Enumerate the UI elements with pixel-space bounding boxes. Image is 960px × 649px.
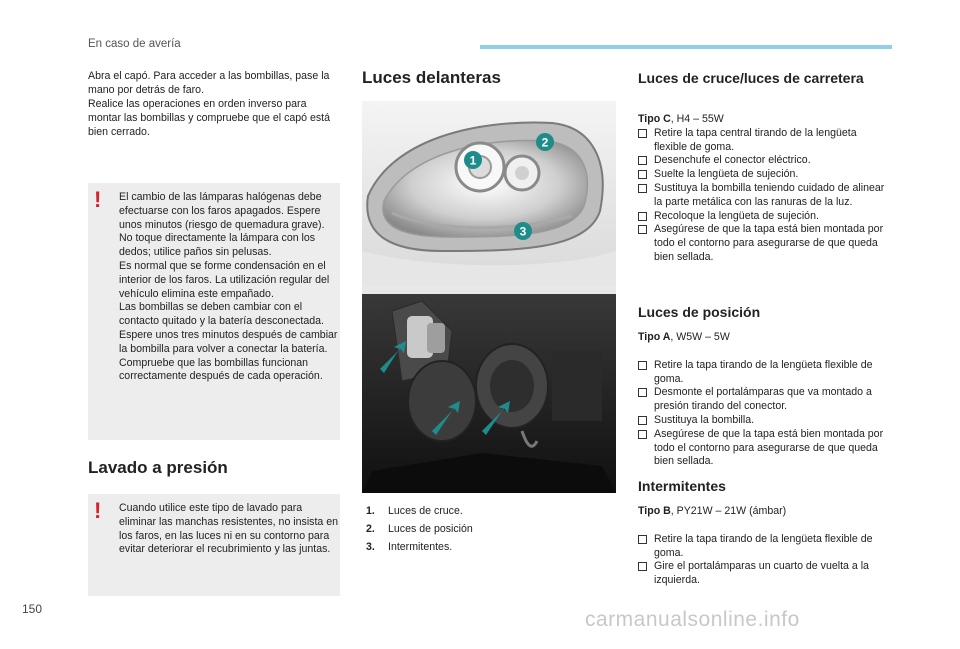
step-item: Sustituya la bombilla teniendo cuidado de alinear la parte metálica con las ranuras de la luz. xyxy=(638,182,890,210)
page-number: 150 xyxy=(22,602,43,616)
bulb-type-label: Tipo B xyxy=(638,505,671,517)
callout-legend xyxy=(366,505,473,559)
step-item: Gire el portalámparas un cuarto de vuelta a la izquierda. xyxy=(638,560,890,588)
callout-3 xyxy=(514,222,532,240)
pressure-wash-title: Lavado a presión xyxy=(88,458,228,477)
legend-item xyxy=(366,523,473,541)
svg-text:2: 2 xyxy=(541,135,549,150)
step-item: Retire la tapa tirando de la lengüeta flexible de goma. xyxy=(638,533,890,561)
step-item: Desmonte el portalámparas que va montado a presión tirando del conector. xyxy=(638,386,890,414)
checkbox-icon xyxy=(638,129,647,138)
position-lights-title: Luces de posición xyxy=(638,304,761,320)
dipped-beam-title: Luces de cruce/luces de carretera xyxy=(638,70,864,86)
legend-label: Luces de cruce. xyxy=(388,505,463,517)
warning-text: El cambio de las lámparas halógenas debe efectuarse con los faros apagados. Espere unos minutos (riesgo de quemadura grave). No toque directamente la lámpara con los dedos; utilice paños sin pelusas. Es normal que se forme condensación en el interior de los faros. La utilización regular del vehículo elimina este empañado. Las bombillas se deben cambiar con el contacto quitado y la batería desconectada. Espere unos tres minutos después de cambiar la bombilla para volver a conectar la batería. Compruebe que las bombillas funcionan correctamente después de cada operación. xyxy=(119,191,338,383)
front-lights-title: Luces delanteras xyxy=(362,68,501,87)
step-item: Asegúrese de que la tapa está bien montada por todo el contorno para asegurarse de que queda bien sellada. xyxy=(638,223,890,264)
checkbox-icon xyxy=(638,388,647,397)
legend-label: Intermitentes. xyxy=(388,541,453,553)
bulb-type-label: Tipo A xyxy=(638,331,671,343)
svg-text:3: 3 xyxy=(519,224,527,239)
bulb-type-value: , H4 – 55W xyxy=(670,113,724,125)
bulb-type xyxy=(638,505,890,519)
bulb-type-value: , W5W – 5W xyxy=(670,331,730,343)
bulb-type xyxy=(638,113,890,127)
checkbox-icon xyxy=(638,361,647,370)
indicators-title: Intermitentes xyxy=(638,478,726,494)
bulb-type xyxy=(638,331,890,345)
checkbox-icon xyxy=(638,562,647,571)
intro-text: Abra el capó. Para acceder a las bombillas, pase la mano por detrás de faro. Realice las operaciones en orden inverso para montar las bombillas y compruebe que el capó está bien cerrado. xyxy=(88,70,331,138)
legend-number: 2. xyxy=(366,523,375,535)
step-item: Retire la tapa central tirando de la lengüeta flexible de goma. xyxy=(638,127,890,155)
step-item: Recoloque la lengüeta de sujeción. xyxy=(638,210,890,224)
svg-text:1: 1 xyxy=(469,153,477,168)
warning-box-pressure-wash xyxy=(88,494,340,596)
step-item: Sustituya la bombilla. xyxy=(638,414,890,428)
warning-box-lamps xyxy=(88,183,340,440)
checkbox-icon xyxy=(638,225,647,234)
step-item: Retire la tapa tirando de la lengüeta flexible de goma. xyxy=(638,359,890,387)
callout-2 xyxy=(536,133,554,151)
checkbox-icon xyxy=(638,535,647,544)
headlight-illustration xyxy=(362,101,616,493)
checkbox-icon xyxy=(638,212,647,221)
indicators-section xyxy=(638,505,890,588)
callout-1 xyxy=(464,151,482,169)
checkbox-icon xyxy=(638,170,647,179)
legend-number: 1. xyxy=(366,505,375,517)
checkbox-icon xyxy=(638,156,647,165)
bulb-type-label: Tipo C xyxy=(638,113,671,125)
checkbox-icon xyxy=(638,416,647,425)
warning-icon: ! xyxy=(94,498,102,523)
warning-icon: ! xyxy=(94,187,102,212)
header-accent-bar xyxy=(480,45,892,49)
dipped-beam-section xyxy=(638,113,890,265)
legend-item xyxy=(366,541,473,559)
checkbox-icon xyxy=(638,430,647,439)
section-header: En caso de avería xyxy=(88,38,181,50)
legend-label: Luces de posición xyxy=(388,523,473,535)
step-item: Suelte la lengüeta de sujeción. xyxy=(638,168,890,182)
legend-item xyxy=(366,505,473,523)
step-item: Desenchufe el conector eléctrico. xyxy=(638,154,890,168)
checkbox-icon xyxy=(638,184,647,193)
bulb-type-value: , PY21W – 21W (ámbar) xyxy=(670,505,787,517)
position-lights-section xyxy=(638,331,890,469)
warning-text: Cuando utilice este tipo de lavado para eliminar las manchas resistentes, no insista en los faros, en las luces ni en su contorno para evitar deteriorar el recubrimiento y las juntas. xyxy=(119,502,339,556)
step-item: Asegúrese de que la tapa está bien montada por todo el contorno para asegurarse de que queda bien sellada. xyxy=(638,428,890,469)
watermark: carmanualsonline.info xyxy=(585,608,800,631)
legend-number: 3. xyxy=(366,541,375,553)
